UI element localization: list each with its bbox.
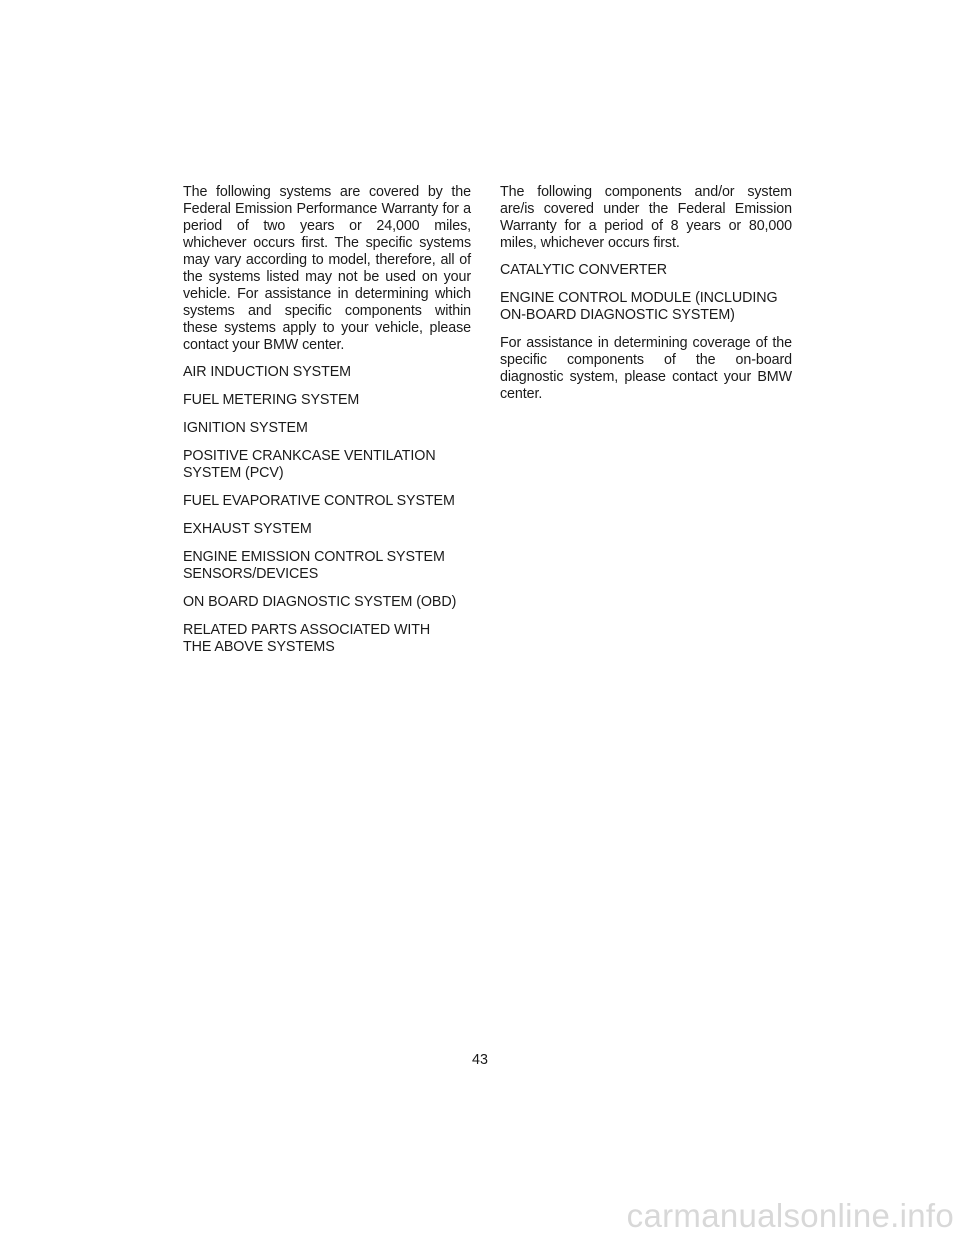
right-intro-paragraph: The following components and/or system are/is covered under the Federal Emission Warranty for a period of 8 years or 80,000 miles, whichever occurs first. — [500, 184, 792, 251]
covered-system-item: ON BOARD DIAGNOSTIC SYSTEM (OBD) — [183, 594, 457, 610]
left-intro-paragraph: The following systems are covered by the Federal Emission Performance Warranty for a period of two years or 24,000 miles, whichever occurs first. The specific systems may vary according to model, therefore, all of the systems listed may not be used on your vehicle. For assistance in determining which systems and specific components within these systems apply to your vehicle, please contact your BMW center. — [183, 184, 471, 353]
covered-system-item: AIR INDUCTION SYSTEM — [183, 364, 351, 380]
left-column — [183, 184, 471, 667]
covered-system-item: ENGINE EMISSION CONTROL SYSTEM SENSORS/DEVICES — [183, 549, 445, 582]
page-number: 43 — [472, 1052, 488, 1068]
covered-system-item: EXHAUST SYSTEM — [183, 521, 312, 537]
covered-system-item: IGNITION SYSTEM — [183, 420, 308, 436]
covered-component-item: CATALYTIC CONVERTER — [500, 262, 668, 278]
covered-system-item: FUEL METERING SYSTEM — [183, 392, 360, 408]
covered-system-item: RELATED PARTS ASSOCIATED WITH THE ABOVE SYSTEMS — [183, 622, 431, 655]
right-closing-paragraph: For assistance in determining coverage of the specific components of the on-board diagnostic system, please contact your BMW center. — [500, 335, 792, 402]
covered-component-item: ENGINE CONTROL MODULE (INCLUDING ON-BOARD DIAGNOSTIC SYSTEM) — [500, 290, 778, 323]
covered-system-item: POSITIVE CRANKCASE VENTILATION SYSTEM (PCV) — [183, 448, 436, 481]
right-column — [500, 184, 792, 413]
watermark: carmanualsonline.info — [626, 1197, 954, 1234]
covered-system-item: FUEL EVAPORATIVE CONTROL SYSTEM — [183, 493, 455, 509]
